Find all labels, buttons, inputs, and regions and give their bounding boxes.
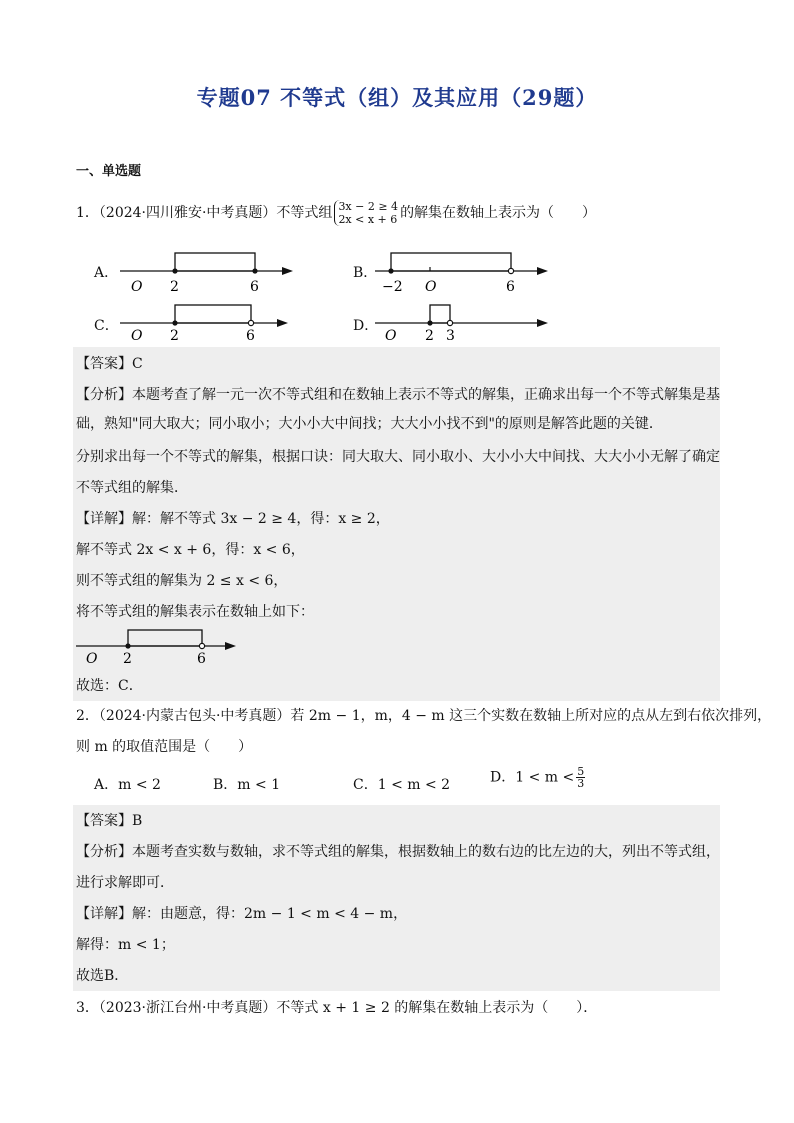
inequality-1: 3x − 2 ≥ 4 (338, 200, 399, 213)
question-2-stem: 2．（2024·内蒙古包头·中考真题）若 2m − 1，m，4 − m 这三个实数在数轴上所对应的点从左到右依次排列， (76, 708, 772, 724)
tick-label: 2 (170, 328, 179, 344)
question-2-conclusion: 故选B． (76, 968, 129, 984)
tick-label: 6 (197, 651, 206, 667)
question-2-option-d-text: D．1 < m < (490, 769, 575, 786)
option-b-number-line (370, 246, 555, 296)
tick-label: O (86, 651, 98, 667)
tick-label: 6 (250, 279, 259, 295)
option-d-label: D． (353, 318, 379, 334)
tick-label: 6 (506, 279, 515, 295)
option-a-number-line (115, 246, 300, 296)
tick-label: 2 (170, 279, 179, 295)
tick-label: −2 (382, 279, 403, 295)
question-1-detail: 将不等式组的解集表示在数轴上如下： (76, 604, 314, 620)
question-1-stem (76, 200, 596, 226)
fraction-numerator: 5 (577, 765, 585, 778)
question-2-option-b: B．m < 1 (213, 777, 281, 793)
question-2-option-c: C．1 < m < 2 (353, 777, 451, 793)
question-1-detail: 【详解】解：解不等式 3x − 2 ≥ 4，得：x ≥ 2， (76, 511, 390, 527)
question-2-detail: 【详解】解：由题意，得：2m − 1 < m < 4 − m， (76, 906, 408, 922)
option-b-label: B． (353, 265, 378, 281)
tick-label: 2 (123, 651, 132, 667)
question-1-prefix: 1．（2024·四川雅安·中考真题）不等式组 (76, 205, 333, 221)
section-heading: 一、单选题 (76, 164, 142, 179)
question-1-suffix: 的解集在数轴上表示为（ ） (400, 205, 597, 221)
question-1-analysis: 分别求出每一个不等式的解集，根据口诀：同大取大、同小取小、大小小大中间找、大大小小无解了确定 (76, 449, 720, 465)
question-1-analysis: 【分析】本题考查了解一元一次不等式组和在数轴上表示不等式的解集，正确求出每一个不等式解集是基 (76, 387, 720, 403)
question-1-detail: 解不等式 2x < x + 6，得：x < 6， (76, 542, 305, 558)
question-2-analysis: 【分析】本题考查实数与数轴，求不等式组的解集，根据数轴上的数右边的比左边的大，列出不等式组， (76, 844, 720, 860)
inequality-system (334, 200, 398, 226)
option-d-number-line (370, 298, 555, 348)
fraction (576, 766, 585, 789)
question-1-analysis: 不等式组的解集． (76, 480, 188, 496)
tick-label: O (385, 328, 397, 344)
tick-label: 2 (425, 328, 434, 344)
tick-label: 3 (446, 328, 455, 344)
question-2-detail: 解得：m < 1； (76, 937, 175, 953)
solution-number-line (73, 624, 248, 669)
page-title: 专题07 不等式（组）及其应用（29题） (196, 85, 598, 110)
question-1-conclusion: 故选：C． (76, 678, 143, 694)
question-1-answer: 【答案】C (76, 356, 143, 372)
question-2-option-d (490, 766, 587, 789)
fraction-denominator: 3 (577, 777, 585, 790)
question-3-stem: 3．（2023·浙江台州·中考真题）不等式 x + 1 ≥ 2 的解集在数轴上表示为（ ）． (76, 1000, 598, 1016)
tick-label: 6 (246, 328, 255, 344)
question-1-detail: 则不等式组的解集为 2 ≤ x < 6， (76, 573, 288, 589)
option-a-label: A． (94, 265, 119, 281)
question-2-analysis: 进行求解即可． (76, 875, 174, 891)
option-c-label: C． (94, 318, 119, 334)
question-2-solution-block (73, 805, 720, 991)
inequality-2: 2x < x + 6 (338, 213, 398, 226)
question-1-analysis: 础，熟知"同大取大；同小取小；大小小大中间找；大大小小找不到"的原则是解答此题的关键． (76, 416, 663, 432)
question-2-answer: 【答案】B (76, 813, 143, 829)
tick-label: O (131, 328, 143, 344)
option-c-number-line (115, 298, 300, 348)
tick-label: O (131, 279, 143, 295)
tick-label: O (425, 279, 437, 295)
question-2-stem: 则 m 的取值范围是（ ） (76, 739, 253, 755)
question-2-option-a: A．m < 2 (94, 777, 161, 793)
